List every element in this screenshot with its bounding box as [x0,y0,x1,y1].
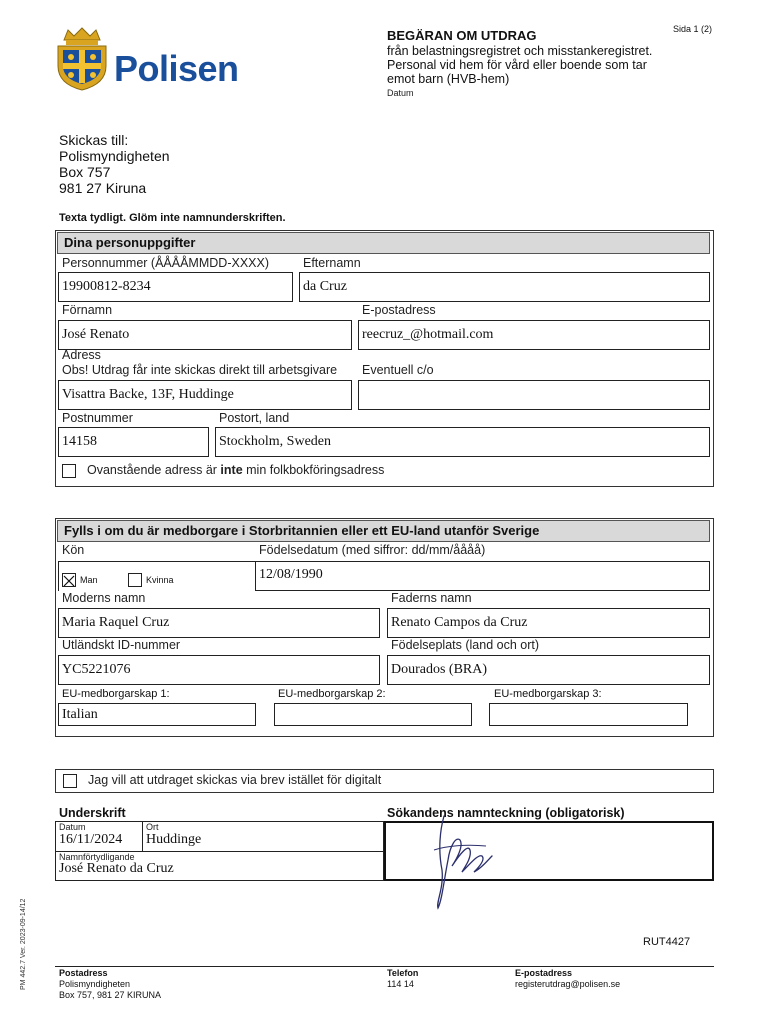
form-code: RUT4427 [643,936,691,948]
check-x-icon [63,575,75,587]
eu2-field[interactable] [274,703,472,726]
id-field[interactable]: YC5221076 [58,655,380,685]
not-registered-bold: inte [220,463,243,477]
signature-divider-v [142,821,143,851]
eu-heading: Fylls i om du är medborgare i Storbritannien eller ett EU-land utanför Sverige [57,520,710,542]
footer-email-value: registerutdrag@polisen.se [515,979,621,989]
personnummer-label: Personnummer (ÅÅÅÅMMDD-XXXX) [62,256,269,270]
co-field[interactable] [358,380,710,410]
kvinna-checkbox[interactable] [128,573,142,587]
not-registered-suffix: min folkbokföringsadress [242,463,385,477]
fodelsedatum-field[interactable]: 12/08/1990 [255,561,710,591]
eu3-field[interactable] [489,703,688,726]
fodelsedatum-label: Födelsedatum (med siffror: dd/mm/åååå) [259,543,486,557]
datum-field[interactable]: 16/11/2024 [59,832,123,847]
applicant-signature-heading: Sökandens namnteckning (obligatorisk) [387,806,625,820]
ort-field[interactable]: Huddinge [146,832,202,847]
adress-note: Obs! Utdrag får inte skickas direkt till arbetsgivare [62,363,338,377]
fader-field[interactable]: Renato Campos da Cruz [387,608,710,638]
letter-option-checkbox[interactable] [63,774,77,788]
fader-label: Faderns namn [391,591,472,605]
moder-field[interactable]: Maria Raquel Cruz [58,608,380,638]
ort-label: Ort [146,822,159,832]
fodelseplats-field[interactable]: Dourados (BRA) [387,655,710,685]
recipient-line: 981 27 Kiruna [59,180,147,196]
epost-label: E-postadress [362,303,436,317]
page-number: Sida 1 (2) [673,24,713,34]
postnummer-label: Postnummer [62,411,133,425]
eu1-label: EU-medborgarskap 1: [62,688,170,700]
man-checkbox[interactable] [62,573,76,587]
not-registered-prefix: Ovanstående adress är [87,463,221,477]
postort-field[interactable]: Stockholm, Sweden [215,427,710,457]
recipient-block [59,132,170,196]
email-field[interactable]: reecruz_@hotmail.com [358,320,710,350]
postort-label: Postort, land [219,411,290,425]
kon-label: Kön [62,543,85,557]
postnummer-field[interactable]: 14158 [58,427,209,457]
man-label: Man [80,575,98,585]
id-label: Utländskt ID-nummer [62,638,181,652]
not-registered-label [87,463,384,477]
eu1-field[interactable]: Italian [58,703,256,726]
footer-email-label: E-postadress [515,968,573,978]
fodelseplats-label: Födelseplats (land och ort) [391,638,539,652]
footer-post-line1: Polismyndigheten [59,979,131,989]
recipient-line: Box 757 [59,164,111,180]
date-label: Datum [387,88,414,98]
footer-post-line2: Box 757, 981 27 KIRUNA [59,990,162,1000]
fornamn-label: Förnamn [62,303,113,317]
fornamn-field[interactable]: José Renato [58,320,352,350]
moder-label: Moderns namn [62,591,146,605]
co-label: Eventuell c/o [362,363,434,377]
eu2-label: EU-medborgarskap 2: [278,688,386,700]
adress-label: Adress [62,348,101,362]
form-subtitle-3: emot barn (HVB-hem) [387,72,510,86]
letter-option-label: Jag vill att utdraget skickas via brev istället för digitalt [88,773,382,787]
handwritten-signature [426,810,506,914]
side-code: PM 442.7 Ver. 2023-09-14/12 [20,898,27,990]
instruction-text: Texta tydligt. Glöm inte namnunderskriften. [59,212,286,224]
footer-tel-label: Telefon [387,968,419,978]
footer-post-label: Postadress [59,968,108,978]
namn-field[interactable]: José Renato da Cruz [59,861,174,876]
datum-label: Datum [59,822,86,832]
footer-rule [55,966,714,967]
not-registered-checkbox[interactable] [62,464,76,478]
form-title: BEGÄRAN OM UTDRAG [387,28,537,43]
efternamn-label: Efternamn [303,256,361,270]
footer-tel-value: 114 14 [387,979,414,989]
kvinna-label: Kvinna [146,575,174,585]
recipient-line: Polismyndigheten [59,148,170,164]
personal-details-heading: Dina personuppgifter [57,232,710,254]
personnummer-field[interactable]: 19900812-8234 [58,272,293,302]
namn-label: Namnförtydligande [59,852,135,862]
signature-heading: Underskrift [59,806,126,820]
logo-text: Polisen [114,48,239,89]
form-subtitle-2: Personal vid hem för vård eller boende som tar [387,58,647,72]
eu3-label: EU-medborgarskap 3: [494,688,602,700]
efternamn-field[interactable]: da Cruz [299,272,710,302]
adress-field[interactable]: Visattra Backe, 13F, Huddinge [58,380,352,410]
form-subtitle-1: från belastningsregistret och misstankeregistret. [387,44,653,58]
recipient-line: Skickas till: [59,132,129,148]
police-crest-icon [54,26,110,92]
